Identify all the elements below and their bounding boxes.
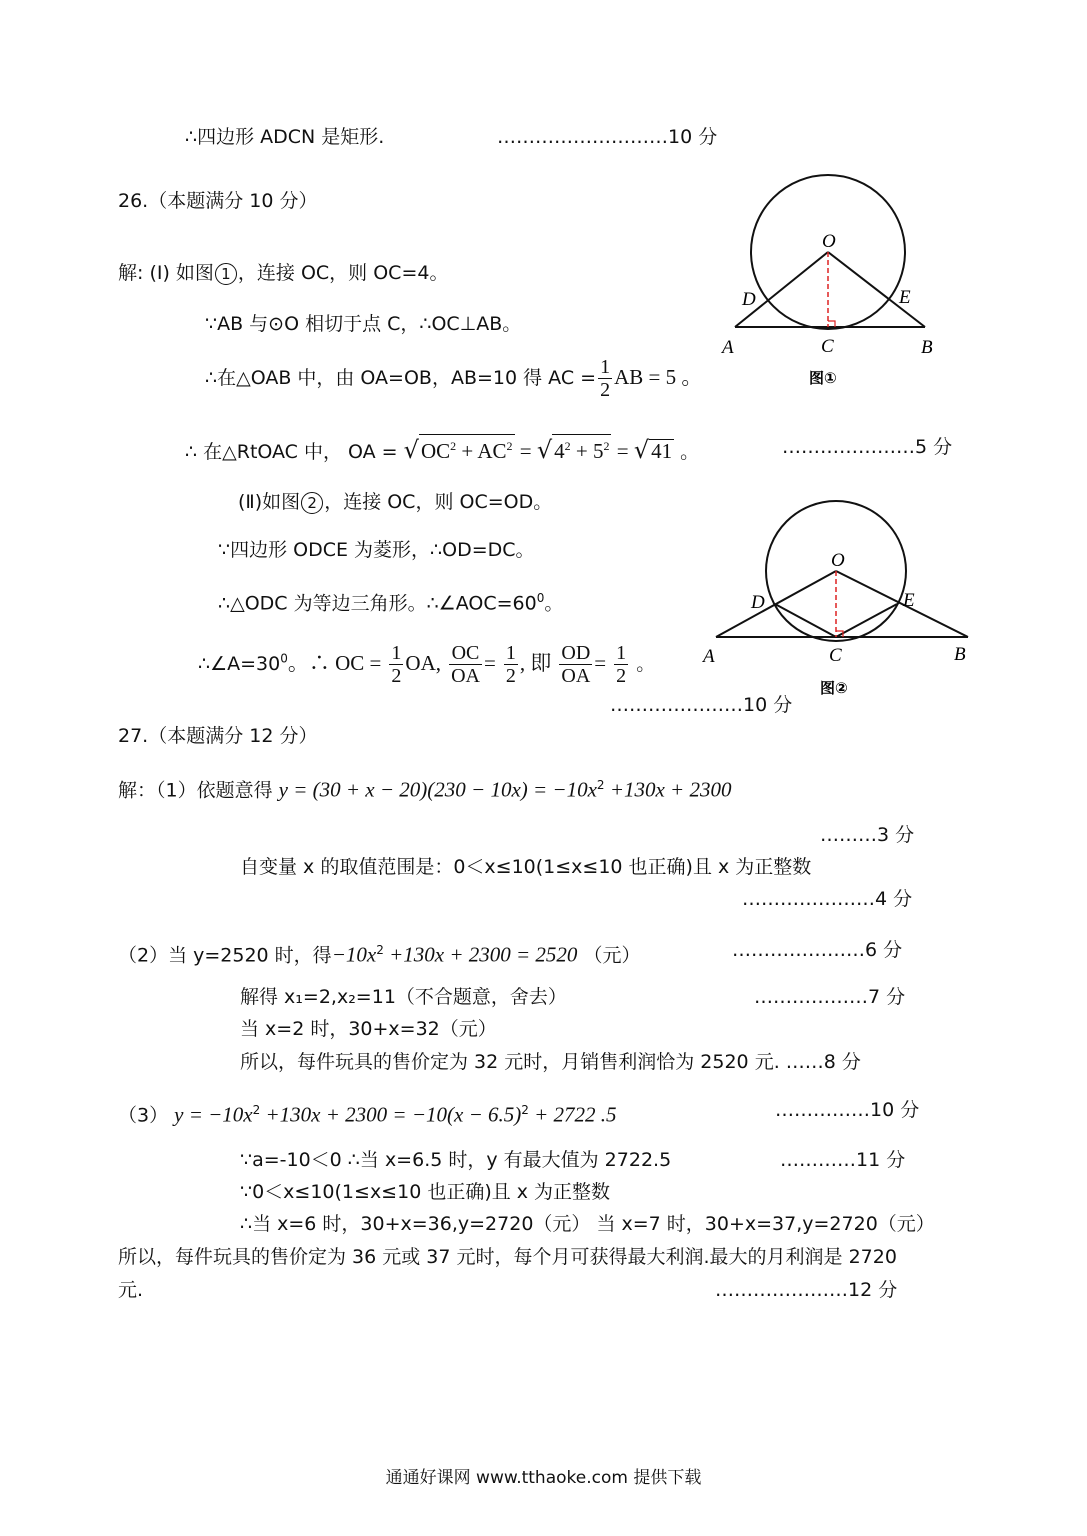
q27-p7-math: y = −10x	[174, 1102, 253, 1127]
q27-x2-line: 当 x=2 时，30+x=32（元）	[240, 1018, 497, 1040]
conclusion-line	[185, 124, 384, 150]
fraction-half	[389, 642, 403, 687]
equals: =	[594, 651, 607, 675]
score-11: …………11 分	[780, 1149, 906, 1171]
score-10-q27: ……………10 分	[775, 1099, 920, 1121]
q27-answer2-line: 所以，每件玩具的售价定为 32 元时，月销售利润恰为 2520 元. ……8 分	[240, 1051, 861, 1073]
caption-fig2: 图②	[820, 679, 848, 697]
frac-den: 2	[616, 665, 627, 687]
q26-p1-pre: 解: (I) 如图	[118, 262, 214, 284]
score-10-q26: …………………10 分	[610, 694, 793, 716]
q27-p3-math2: +130x + 2300 = 2520	[383, 942, 578, 967]
conclusion-text: ∴四边形 ADCN 是矩形.	[185, 126, 385, 148]
figure-ref-1: 1	[215, 263, 237, 285]
label-c: C	[829, 645, 842, 666]
fraction-od-oa	[559, 642, 592, 687]
label-b: B	[954, 644, 966, 665]
frac-den: 2	[505, 665, 516, 687]
line-ec	[836, 604, 897, 637]
frac-num: 1	[600, 356, 611, 378]
q26-title: 26.（本题满分 10 分）	[118, 190, 318, 212]
sq-sup: 2	[521, 1103, 529, 1117]
frac-num: OD	[561, 642, 591, 664]
q26-p4-pre: ∴ 在△RtOAC 中， OA =	[185, 441, 398, 463]
frac-den: 2	[600, 379, 611, 401]
sq-sup: 2	[450, 439, 457, 453]
q26-p3-post: AB = 5 。	[614, 365, 703, 389]
sq-sup: 2	[506, 439, 513, 453]
q27-domain-line-2: ∵0＜x≤10(1≤x≤10 也正确)且 x 为正整数	[240, 1181, 611, 1203]
label-e: E	[903, 590, 915, 611]
sq-sup: 2	[564, 439, 571, 453]
q26-part2-line	[238, 489, 552, 515]
q27-p3-math: −10x	[331, 942, 377, 967]
label-a: A	[703, 646, 715, 667]
score-6: …………………6 分	[732, 939, 903, 961]
degree-sup: 0	[536, 591, 545, 605]
q26-ratio-line	[198, 642, 655, 687]
label-c: C	[821, 336, 834, 357]
figure-2-circle-rhombus	[700, 487, 980, 702]
q27-part3-line	[118, 1097, 617, 1128]
radical-icon: √	[633, 436, 650, 464]
equals: =	[514, 439, 537, 463]
frac-num: 1	[505, 642, 516, 664]
q27-p1-math2: +130x + 2300	[604, 777, 732, 802]
q27-p1-pre: 解：（1）依题意得	[118, 779, 273, 802]
q26-p3-pre: ∴在△OAB 中，由 OA=OB，AB=10 得 AC =	[205, 367, 597, 389]
line-dc	[775, 604, 836, 637]
q26-p7-a: ∴△ODC 为等边三角形。∴∠AOC=60	[218, 592, 537, 615]
q26-p7-b: 。	[544, 592, 564, 615]
q27-conclusion-line: 所以，每件玩具的售价定为 36 元或 37 元时，每个月可获得最大利润.最大的月利润是 2720	[118, 1246, 897, 1268]
equals: =	[611, 439, 634, 463]
q27-values-line: ∴当 x=6 时，30+x=36,y=2720（元） 当 x=7 时，30+x=37,y=2720（元）	[240, 1213, 935, 1235]
sqrt-expression	[403, 436, 674, 464]
figure-1-circle-tangent	[715, 172, 970, 392]
q26-p4-end: 。	[674, 441, 700, 463]
label-e: E	[899, 287, 911, 308]
q26-part1-line	[118, 260, 448, 286]
figure-ref-2: 2	[301, 492, 323, 514]
q26-p8-c: OA,	[405, 651, 442, 675]
q27-part2-line	[118, 937, 640, 968]
fraction-oc-oa	[449, 642, 482, 687]
sqrt-term-5: + 5	[570, 439, 604, 463]
q26-rhombus-line: ∵四边形 ODCE 为菱形，∴OD=DC。	[218, 539, 535, 561]
q26-p8-a: ∴∠A=30	[198, 653, 281, 675]
sqrt-body-1	[419, 434, 515, 462]
q26-p8-e: , 即	[519, 651, 552, 675]
q27-title: 27.（本题满分 12 分）	[118, 725, 318, 747]
label-o: O	[831, 550, 845, 571]
q26-oa-line	[185, 434, 699, 465]
equals: =	[483, 651, 496, 675]
q27-part1-line	[118, 772, 731, 803]
q26-equilateral-line	[218, 585, 563, 616]
frac-den: OA	[561, 665, 591, 687]
label-o: O	[822, 231, 836, 252]
label-d: D	[742, 289, 756, 310]
q27-solve-line: 解得 x₁=2,x₂=11（不合题意，舍去）	[240, 986, 567, 1008]
radical-icon: √	[536, 436, 553, 464]
score-3: ………3 分	[820, 824, 915, 846]
degree-sup: 0	[280, 651, 288, 666]
sq-sup: 2	[252, 1103, 261, 1117]
fraction-half	[598, 356, 612, 401]
q26-p5-pre: (Ⅱ)如图	[238, 491, 301, 513]
score-4: …………………4 分	[742, 888, 913, 910]
q27-p7-pre: （3）	[118, 1104, 169, 1127]
label-b: B	[921, 337, 933, 358]
radical-icon: √	[403, 436, 419, 464]
sq-sup: 2	[376, 943, 384, 957]
q27-max-line: ∵a=-10＜0 ∴当 x=6.5 时，y 有最大值为 2722.5	[240, 1149, 672, 1171]
sqrt-term-4: 4	[554, 439, 565, 463]
frac-num: OC	[449, 642, 482, 665]
q27-p3-post: （元）	[577, 944, 641, 967]
fraction-half	[504, 642, 518, 687]
sqrt-term-ac: + AC	[456, 439, 507, 463]
sq-sup: 2	[596, 778, 605, 792]
q26-p8-g: 。	[630, 653, 656, 675]
q26-p1-post: ，连接 OC，则 OC=4。	[237, 262, 449, 284]
sqrt-term-oc: OC	[420, 439, 451, 463]
sqrt-body-3: 41	[651, 439, 673, 463]
frac-den: 2	[391, 665, 402, 687]
q27-domain-line: 自变量 x 的取值范围是：0＜x≤10(1≤x≤10 也正确)且 x 为正整数	[240, 856, 812, 878]
score-7: ………………7 分	[754, 986, 906, 1008]
q26-p8-b: 。∴ OC =	[287, 651, 382, 675]
caption-fig1: 图①	[809, 369, 837, 387]
frac-num: 1	[616, 642, 627, 664]
q27-p1-math: y = (30 + x − 20)(230 − 10x) = −10x	[278, 777, 597, 802]
q27-p7-math2: +130x + 2300 = −10(x − 6.5)	[260, 1102, 522, 1127]
label-a: A	[722, 337, 734, 358]
score-5: …………………5 分	[782, 436, 953, 458]
sqrt-body-2	[552, 434, 611, 462]
q27-p7-math3: + 2722 .5	[528, 1102, 617, 1127]
q26-p5-post: ，连接 OC，则 OC=OD。	[324, 491, 553, 513]
sq-sup: 2	[603, 439, 610, 453]
score-12: …………………12 分	[715, 1279, 898, 1301]
q27-p3-pre: （2）当 y=2520 时，得	[118, 944, 332, 967]
fraction-half	[614, 642, 628, 687]
label-d: D	[751, 592, 765, 613]
q27-conclusion-end: 元.	[118, 1279, 144, 1301]
frac-num: 1	[391, 642, 402, 664]
score-10-top: ………………………10 分	[497, 126, 718, 148]
q26-tangent-line: ∵AB 与⊙O 相切于点 C，∴OC⊥AB。	[205, 313, 522, 335]
q26-ac-line	[205, 356, 702, 401]
page-footer: 通通好课网 www.tthaoke.com 提供下载	[385, 1468, 702, 1488]
frac-den: OA	[451, 665, 480, 687]
